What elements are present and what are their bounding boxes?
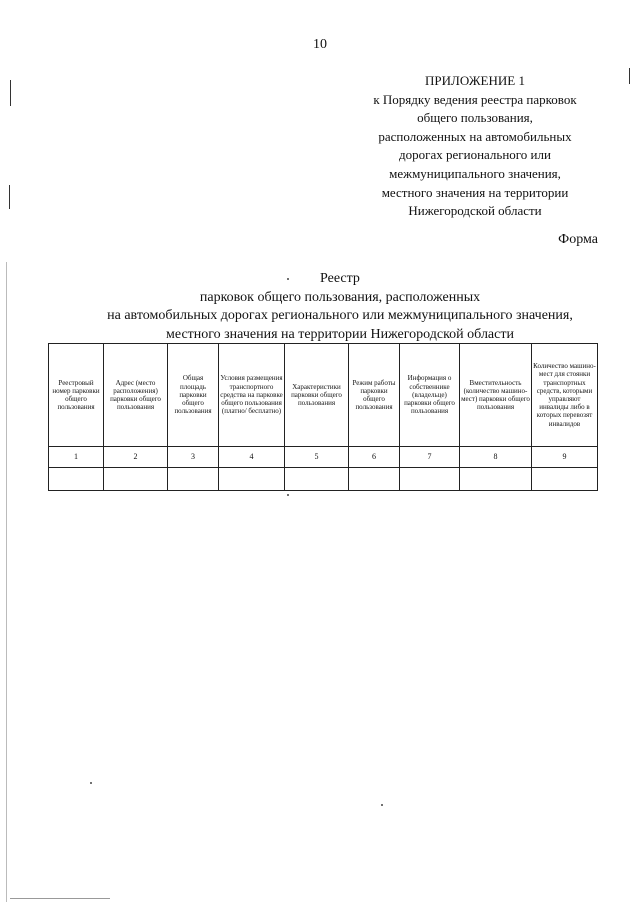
document-title	[40, 270, 640, 345]
appendix-header	[330, 72, 620, 221]
table-header-row	[49, 344, 598, 447]
table-cell	[49, 468, 104, 491]
title-line: на автомобильных дорогах регионального или межмуниципального значения,	[107, 308, 573, 324]
column-number: 5	[285, 447, 349, 468]
table-cell	[168, 468, 219, 491]
scan-edge-mark	[629, 68, 630, 84]
column-header: Вместительность (количество машино-мест) парковки общего пользования	[460, 344, 532, 447]
appendix-line: ПРИЛОЖЕНИЕ 1	[425, 73, 525, 88]
column-header: Реестровый номер парковки общего пользования	[49, 344, 104, 447]
scan-speck	[381, 804, 383, 806]
appendix-line: межмуниципального значения,	[389, 165, 561, 181]
scan-edge-mark	[6, 262, 7, 902]
column-header: Характеристики парковки общего пользования	[285, 344, 349, 447]
column-header: Общая площадь парковки общего пользования	[168, 344, 219, 447]
appendix-line: расположенных на автомобильных	[378, 128, 572, 144]
title-line: Реестр	[320, 271, 360, 286]
table-cell	[400, 468, 460, 491]
column-header: Информация о собственнике (владельце) парковки общего пользования	[400, 344, 460, 447]
scan-speck	[287, 278, 289, 280]
appendix-line: общего пользования,	[417, 110, 533, 126]
table-cell	[349, 468, 400, 491]
column-number: 6	[349, 447, 400, 468]
scan-edge-mark	[9, 185, 10, 209]
appendix-line: местного значения на территории	[381, 184, 569, 200]
column-number: 3	[168, 447, 219, 468]
column-header: Условия размещения транспортного средства на парковке общего пользования (платно/ бесплатно)	[219, 344, 285, 447]
scan-edge-mark	[10, 80, 11, 106]
title-line: местного значения на территории Нижегородской области	[166, 327, 514, 343]
column-number: 9	[532, 447, 598, 468]
form-label: Форма	[558, 232, 598, 247]
table-cell	[532, 468, 598, 491]
page-number: 10	[313, 37, 327, 52]
column-number: 7	[400, 447, 460, 468]
table-cell	[285, 468, 349, 491]
table-cell	[104, 468, 168, 491]
scan-speck	[90, 782, 92, 784]
registry-table	[48, 343, 598, 491]
appendix-line: к Порядку ведения реестра парковок	[373, 91, 577, 107]
column-number-row	[49, 447, 598, 468]
table-cell	[460, 468, 532, 491]
title-line: парковок общего пользования, расположенных	[199, 289, 481, 305]
column-header: Количество машино-мест для стоянки транспортных средств, которыми управляют инвалиды либо в которых перевозят инвалидов	[532, 344, 598, 447]
column-header: Режим работы парковки общего пользования	[349, 344, 400, 447]
column-number: 2	[104, 447, 168, 468]
column-number: 4	[219, 447, 285, 468]
table-cell	[219, 468, 285, 491]
column-number: 8	[460, 447, 532, 468]
appendix-line: Нижегородской области	[408, 203, 542, 219]
scan-speck	[287, 494, 289, 496]
table-row	[49, 468, 598, 491]
column-number: 1	[49, 447, 104, 468]
column-header: Адрес (место расположения) парковки общего пользования	[104, 344, 168, 447]
scan-edge-mark	[10, 898, 110, 899]
appendix-line: дорогах регионального или	[399, 147, 551, 163]
